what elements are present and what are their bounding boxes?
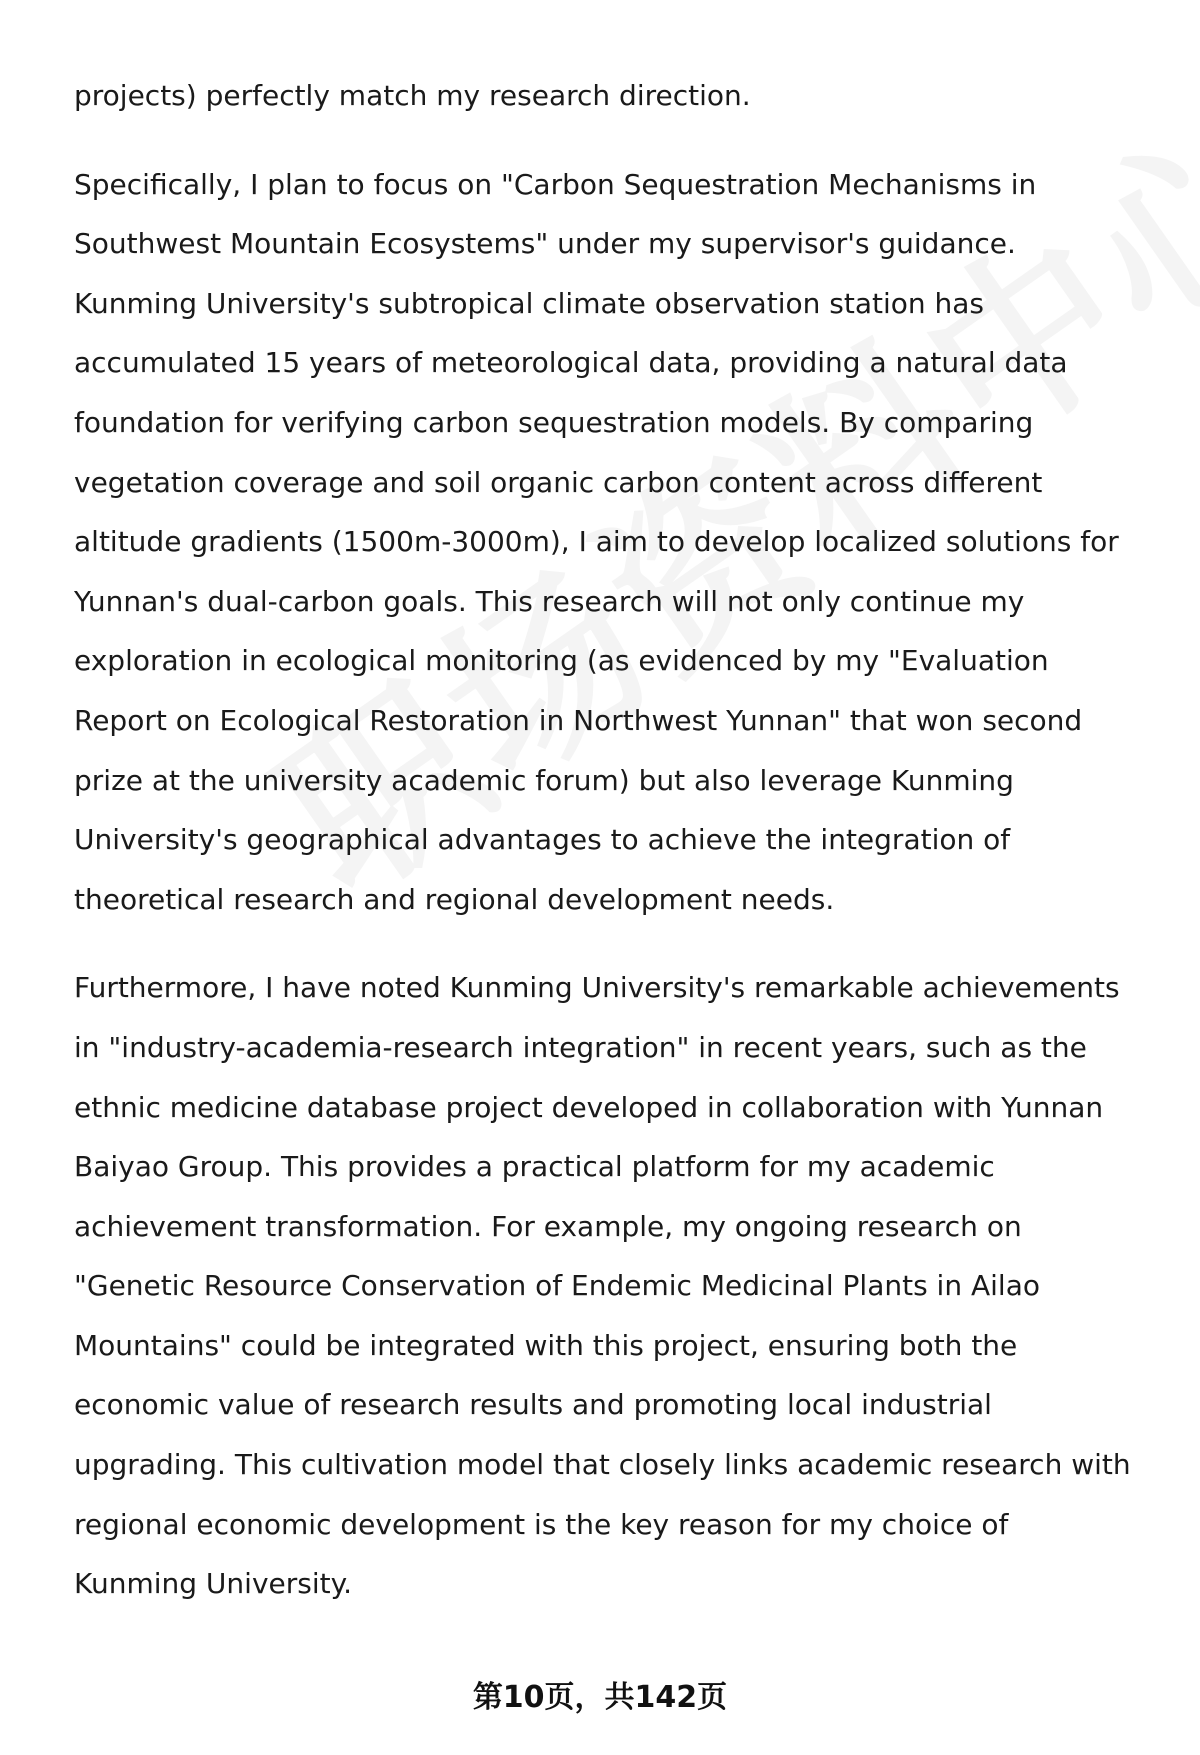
text-line: regional economic development is the key reason for my choice of <box>74 1507 1009 1541</box>
text-line: ethnic medicine database project developed in collaboration with Yunnan <box>74 1090 1104 1124</box>
text-line: economic value of research results and promoting local industrial <box>74 1388 992 1422</box>
text-line: in "industry-academia-research integration" in recent years, such as the <box>74 1030 1087 1064</box>
text-line: projects) perfectly match my research direction. <box>74 79 751 112</box>
text-line: theoretical research and regional development needs. <box>74 882 835 916</box>
text-line: foundation for verifying carbon sequestration models. By comparing <box>74 405 1034 439</box>
text-line: University's geographical advantages to achieve the integration of <box>74 823 1011 857</box>
text-line: Furthermore, I have noted Kunming University's remarkable achievements <box>74 971 1120 1005</box>
text-line: Specifically, I plan to focus on "Carbon Sequestration Mechanisms in <box>74 167 1037 201</box>
paragraph-2 <box>74 155 1144 930</box>
text-line: prize at the university academic forum) but also leverage Kunming <box>74 763 1014 797</box>
paragraph-1 <box>74 66 1144 126</box>
text-line: Southwest Mountain Ecosystems" under my supervisor's guidance. <box>74 227 1016 261</box>
text-line: upgrading. This cultivation model that closely links academic research with <box>74 1448 1131 1482</box>
text-line: Mountains" could be integrated with this project, ensuring both the <box>74 1328 1018 1362</box>
text-line: Kunming University's subtropical climate observation station has <box>74 286 984 320</box>
text-line: Yunnan's dual-carbon goals. This research will not only continue my <box>74 584 1025 618</box>
text-line: accumulated 15 years of meteorological data, providing a natural data <box>74 346 1068 380</box>
text-line: exploration in ecological monitoring (as evidenced by my "Evaluation <box>74 644 1049 678</box>
page-number: 第10页，共142页 <box>472 1680 728 1715</box>
text-line: "Genetic Resource Conservation of Endemic Medicinal Plants in Ailao <box>74 1269 1040 1303</box>
text-line: Kunming University. <box>74 1567 353 1601</box>
text-line: achievement transformation. For example, my ongoing research on <box>74 1209 1022 1243</box>
document-body <box>74 66 1144 1643</box>
text-line: altitude gradients (1500m-3000m), I aim to develop localized solutions for <box>74 525 1119 559</box>
paragraph-3 <box>74 958 1144 1614</box>
text-line: Report on Ecological Restoration in Northwest Yunnan" that won second <box>74 703 1083 737</box>
text-line: Baiyao Group. This provides a practical platform for my academic <box>74 1150 995 1184</box>
text-line: vegetation coverage and soil organic carbon content across different <box>74 465 1043 499</box>
